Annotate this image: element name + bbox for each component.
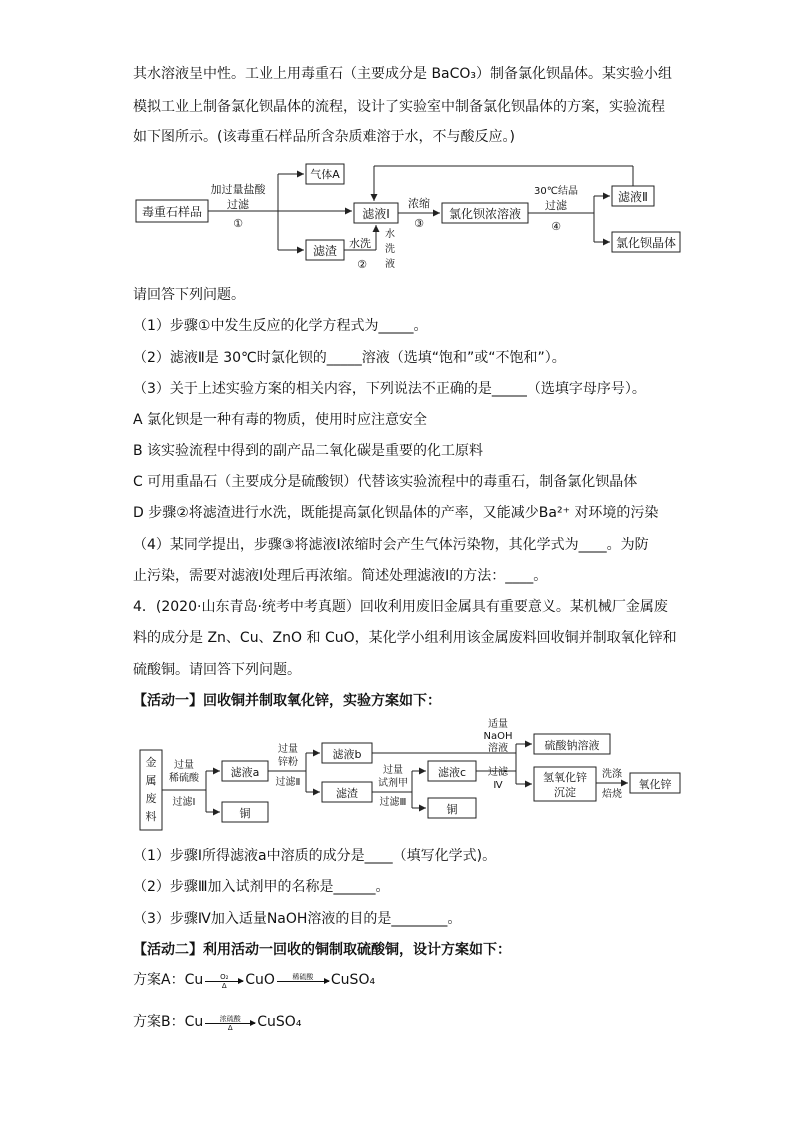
label-scrap-3: 废 <box>145 792 157 805</box>
question-4-cont: 止污染，需要对滤液Ⅰ处理后再浓缩。简述处理滤液Ⅰ的方法：____。 <box>133 568 548 584</box>
problem4-line-3: 硫酸铜。请回答下列问题。 <box>133 662 301 678</box>
label-reagent-2: 试剂甲 <box>378 778 408 789</box>
flow-diagram-metal-scrap <box>136 716 686 834</box>
question2-1: （1）步骤Ⅰ所得滤液a中溶质的成分是____（填写化学式)。 <box>133 848 497 864</box>
activity2-heading: 【活动二】利用活动一回收的铜制取硫酸铜，设计方案如下： <box>133 942 511 958</box>
label-filter4-1: 过滤 <box>488 767 508 778</box>
question-1: （1）步骤①中发生反应的化学方程式为_____。 <box>133 318 428 334</box>
label-zn-hydroxide-2: 沉淀 <box>554 786 576 799</box>
label-wash-liquid-1: 水 <box>385 229 395 240</box>
label-zn-2: 锌粉 <box>278 757 298 768</box>
scheme-a <box>133 970 375 990</box>
label-wash-2a: 洗涤 <box>602 769 622 780</box>
label-crystal: 氯化钡晶体 <box>615 236 677 250</box>
scheme-a-product: CuSO₄ <box>330 972 376 988</box>
label-zn-1: 过量 <box>278 744 298 755</box>
question-prompt: 请回答下列问题。 <box>133 287 245 303</box>
intro-line-2: 模拟工业上制备氯化钡晶体的流程，设计了实验室中制备氯化钡晶体的方案，实验流程 <box>133 99 665 115</box>
label-acid-1: 过量 <box>174 760 194 771</box>
label-zn-hydroxide-1: 氢氧化锌 <box>543 771 587 784</box>
label-zno: 氧化锌 <box>638 778 672 791</box>
question-4: （4）某同学提出，步骤③将滤液Ⅰ浓缩时会产生气体污染物，其化学式为____。为防 <box>133 537 649 553</box>
label-concentrate: 浓缩 <box>408 197 430 210</box>
scheme-b-arrow <box>205 1015 255 1032</box>
label-step2: ② <box>357 258 367 271</box>
scheme-a-arrow-1 <box>205 973 243 990</box>
reaction-arrow-icon <box>205 1023 255 1024</box>
label-copper1: 铜 <box>239 807 251 820</box>
label-crystallize: 30℃结晶 <box>534 186 578 197</box>
intro-line-3: 如下图所示。(该毒重石样品所含杂质难溶于水，不与酸反应。) <box>133 129 515 145</box>
option-b: B 该实验流程中得到的副产品二氧化碳是重要的化工原料 <box>133 443 484 459</box>
scheme-b-cu: Cu <box>184 1014 204 1030</box>
scheme-a-cond1-bot: Δ <box>221 982 227 990</box>
label-scrap-1: 金 <box>145 756 157 769</box>
label-scrap-4: 料 <box>145 810 157 823</box>
label-filtrate-c: 滤液c <box>437 766 467 779</box>
label-filtrate-a: 滤液a <box>230 766 260 779</box>
scheme-a-cond2-top: 稀硫酸 <box>292 973 314 981</box>
label-naoh-2: NaOH <box>483 731 513 742</box>
question-2: （2）滤液Ⅱ是 30℃时氯化钡的_____溶液（选填“饱和”或“不饱和”）。 <box>133 350 566 366</box>
reaction-arrow-icon <box>205 981 243 982</box>
label-wash-2b: 焙烧 <box>602 789 622 800</box>
scheme-b-label: 方案B： <box>133 1014 185 1030</box>
label-wash-liquid-2: 洗 <box>385 244 395 255</box>
option-d: D 步骤②将滤渣进行水洗，既能提高氯化钡晶体的产率，又能减少Ba²⁺ 对环境的污染 <box>133 505 659 521</box>
scheme-b-cond-bot: Δ <box>227 1024 233 1032</box>
label-sodium-sulfate: 硫酸钠溶液 <box>544 739 600 752</box>
label-wash-liquid-3: 液 <box>385 259 395 270</box>
label-residue: 滤渣 <box>312 244 338 258</box>
option-a: A 氯化钡是一种有毒的物质，使用时应注意安全 <box>133 412 428 428</box>
question2-2: （2）步骤Ⅲ加入试剂甲的名称是______。 <box>133 879 390 895</box>
activity1-heading: 【活动一】回收铜并制取氧化锌，实验方案如下： <box>133 693 441 709</box>
label-step3: ③ <box>414 217 424 230</box>
label-reagent-1: 过量 <box>383 765 403 776</box>
label-add-acid: 加过量盐酸 <box>210 183 266 196</box>
intro-line-1: 其水溶液呈中性。工业上用毒重石（主要成分是 BaCO₃）制备氯化钡晶体。某实验小组 <box>133 66 673 82</box>
label-filter-step1: 过滤 <box>227 198 249 211</box>
scheme-a-arrow-2 <box>277 973 329 990</box>
label-conc-solution: 氯化钡浓溶液 <box>448 207 522 221</box>
label-filter3: 过滤Ⅲ <box>379 797 407 808</box>
label-filter-step4: 过滤 <box>545 199 567 212</box>
reaction-arrow-icon <box>277 981 329 982</box>
label-step4: ④ <box>551 220 561 233</box>
scheme-b-cond-top: 浓硫酸 <box>219 1015 241 1023</box>
label-gas: 气体A <box>310 168 340 181</box>
label-wash: 水洗 <box>349 237 371 250</box>
flow-diagram-barium <box>130 158 690 276</box>
label-filtrate1: 滤液Ⅰ <box>362 207 390 221</box>
question-3: （3）关于上述实验方案的相关内容，下列说法不正确的是_____（选填字母序号）。 <box>133 381 646 397</box>
label-copper2: 铜 <box>446 803 458 816</box>
problem4-line-1: 4．(2020·山东青岛·统考中考真题）回收利用废旧金属具有重要意义。某机械厂金属废 <box>133 599 668 615</box>
option-c: C 可用重晶石（主要成分是硫酸钡）代替该实验流程中的毒重石，制备氯化钡晶体 <box>133 474 638 490</box>
scheme-a-label: 方案A： <box>133 972 185 988</box>
label-residue2: 滤渣 <box>336 787 358 800</box>
label-naoh-3: 溶液 <box>488 743 508 754</box>
label-acid-2: 稀硫酸 <box>169 773 199 784</box>
scheme-b-product: CuSO₄ <box>257 1014 302 1030</box>
label-filter2: 过滤Ⅱ <box>275 777 301 788</box>
label-step1: ① <box>233 217 243 230</box>
label-filter1: 过滤Ⅰ <box>172 797 196 808</box>
label-filter4-2: Ⅳ <box>493 780 503 791</box>
label-filtrate2: 滤液Ⅱ <box>618 190 648 204</box>
label-sample: 毒重石样品 <box>141 205 203 219</box>
question2-3: （3）步骤Ⅳ加入适量NaOH溶液的目的是________。 <box>133 911 462 927</box>
scheme-a-cu: Cu <box>184 972 204 988</box>
problem4-line-2: 料的成分是 Zn、Cu、ZnO 和 CuO，某化学小组利用该金属废料回收铜并制取氧化锌和 <box>133 630 677 646</box>
scheme-a-cond1-top: O₂ <box>220 973 229 981</box>
scheme-b <box>133 1012 301 1032</box>
label-filtrate-b: 滤液b <box>332 748 362 761</box>
label-naoh-1: 适量 <box>488 719 508 730</box>
label-scrap-2: 属 <box>145 774 157 787</box>
scheme-a-cuo: CuO <box>245 972 275 988</box>
